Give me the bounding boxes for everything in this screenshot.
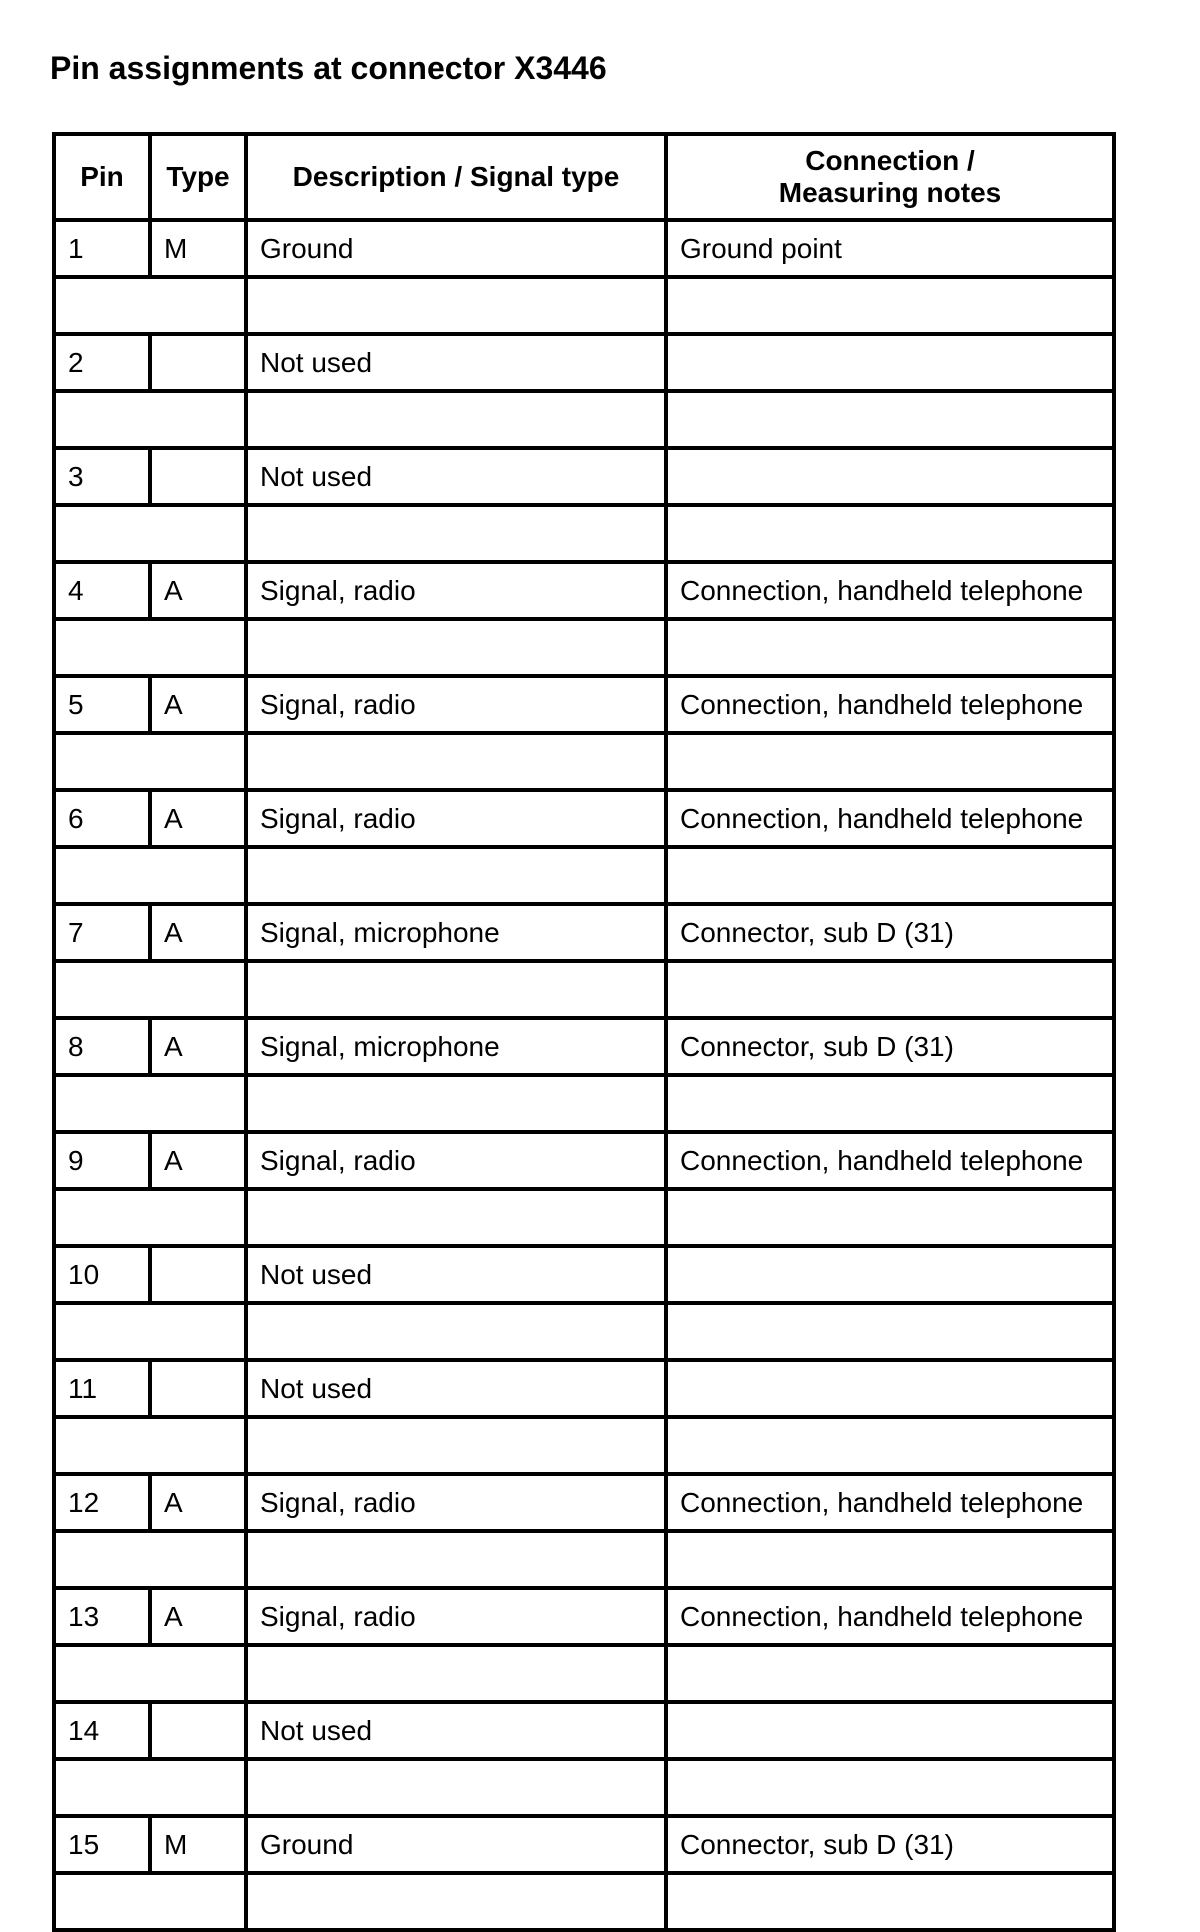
header-type: Type [150,134,246,220]
spacer-cell [246,619,666,676]
spacer-cell [666,1075,1114,1132]
cell-description: Not used [246,1702,666,1759]
table-row [54,220,1114,277]
cell-connection [666,1702,1114,1759]
spacer-cell [246,1417,666,1474]
cell-type: A [150,1018,246,1075]
table-body [54,220,1114,1930]
cell-connection: Connection, handheld telephone [666,562,1114,619]
spacer-cell [54,847,246,904]
table-row [54,334,1114,391]
cell-type: A [150,790,246,847]
table-row [54,1588,1114,1645]
cell-pin: 1 [54,220,150,277]
spacer-cell [666,1303,1114,1360]
cell-description: Not used [246,1360,666,1417]
spacer-cell [666,1759,1114,1816]
cell-connection: Connector, sub D (31) [666,1018,1114,1075]
cell-connection: Connector, sub D (31) [666,1816,1114,1873]
spacer-cell [246,505,666,562]
spacer-cell [666,1189,1114,1246]
spacer-row [54,733,1114,790]
spacer-cell [666,1645,1114,1702]
cell-type: A [150,1588,246,1645]
cell-connection: Connection, handheld telephone [666,1588,1114,1645]
spacer-cell [246,391,666,448]
cell-type [150,1360,246,1417]
cell-description: Signal, radio [246,676,666,733]
header-description: Description / Signal type [246,134,666,220]
spacer-cell [54,1075,246,1132]
cell-description: Not used [246,1246,666,1303]
spacer-cell [54,277,246,334]
cell-connection: Connection, handheld telephone [666,790,1114,847]
spacer-row [54,505,1114,562]
spacer-cell [246,1645,666,1702]
table-row [54,1702,1114,1759]
cell-type: A [150,562,246,619]
cell-description: Signal, microphone [246,1018,666,1075]
spacer-row [54,1531,1114,1588]
spacer-cell [246,277,666,334]
cell-pin: 8 [54,1018,150,1075]
spacer-cell [246,1189,666,1246]
spacer-cell [666,1417,1114,1474]
table-header [54,134,1114,220]
cell-connection: Connector, sub D (31) [666,904,1114,961]
spacer-cell [54,961,246,1018]
spacer-cell [666,961,1114,1018]
cell-type: M [150,220,246,277]
cell-description: Not used [246,448,666,505]
cell-connection [666,448,1114,505]
cell-pin: 6 [54,790,150,847]
header-pin: Pin [54,134,150,220]
cell-connection [666,334,1114,391]
cell-pin: 10 [54,1246,150,1303]
spacer-cell [54,1303,246,1360]
cell-description: Signal, microphone [246,904,666,961]
spacer-row [54,391,1114,448]
cell-description: Ground [246,220,666,277]
page-title: Pin assignments at connector X3446 [50,50,607,86]
spacer-cell [54,391,246,448]
cell-pin: 15 [54,1816,150,1873]
spacer-row [54,1189,1114,1246]
table-row [54,1132,1114,1189]
spacer-cell [666,277,1114,334]
spacer-row [54,1417,1114,1474]
cell-description: Signal, radio [246,790,666,847]
cell-pin: 11 [54,1360,150,1417]
cell-type [150,1702,246,1759]
cell-type: A [150,676,246,733]
table-row [54,448,1114,505]
pin-assignment-table [52,132,1116,1932]
cell-connection: Connection, handheld telephone [666,1132,1114,1189]
cell-description: Ground [246,1816,666,1873]
spacer-cell [246,847,666,904]
cell-pin: 4 [54,562,150,619]
spacer-row [54,1873,1114,1930]
spacer-cell [246,733,666,790]
cell-pin: 9 [54,1132,150,1189]
spacer-cell [54,505,246,562]
spacer-cell [246,1075,666,1132]
cell-type [150,334,246,391]
spacer-row [54,1759,1114,1816]
spacer-cell [54,619,246,676]
table-row [54,1360,1114,1417]
spacer-row [54,961,1114,1018]
spacer-cell [54,1645,246,1702]
cell-pin: 3 [54,448,150,505]
cell-pin: 7 [54,904,150,961]
spacer-cell [54,1531,246,1588]
table-row [54,1246,1114,1303]
spacer-cell [666,619,1114,676]
spacer-row [54,1645,1114,1702]
spacer-row [54,847,1114,904]
table-row [54,562,1114,619]
spacer-row [54,1075,1114,1132]
spacer-cell [246,1531,666,1588]
table-row [54,1018,1114,1075]
header-row [54,134,1114,220]
spacer-cell [54,1417,246,1474]
header-connection [666,134,1114,220]
cell-description: Signal, radio [246,562,666,619]
cell-description: Signal, radio [246,1474,666,1531]
spacer-cell [666,847,1114,904]
spacer-cell [666,505,1114,562]
table-row [54,676,1114,733]
spacer-cell [54,1873,246,1930]
table-row [54,790,1114,847]
spacer-cell [246,961,666,1018]
cell-pin: 13 [54,1588,150,1645]
header-connection-line1: Connection / [805,145,975,176]
cell-pin: 5 [54,676,150,733]
cell-connection [666,1246,1114,1303]
spacer-row [54,277,1114,334]
cell-connection [666,1360,1114,1417]
cell-type: A [150,904,246,961]
table-row [54,1816,1114,1873]
cell-type [150,448,246,505]
table-row [54,1474,1114,1531]
spacer-cell [246,1303,666,1360]
cell-description: Not used [246,334,666,391]
spacer-cell [54,733,246,790]
header-connection-line2: Measuring notes [778,177,1002,208]
cell-type [150,1246,246,1303]
spacer-cell [246,1873,666,1930]
spacer-cell [666,391,1114,448]
cell-description: Signal, radio [246,1132,666,1189]
cell-pin: 12 [54,1474,150,1531]
spacer-cell [54,1189,246,1246]
spacer-cell [666,1531,1114,1588]
spacer-cell [666,1873,1114,1930]
spacer-cell [54,1759,246,1816]
spacer-row [54,1303,1114,1360]
cell-connection: Ground point [666,220,1114,277]
spacer-row [54,619,1114,676]
cell-connection: Connection, handheld telephone [666,1474,1114,1531]
cell-description: Signal, radio [246,1588,666,1645]
cell-type: A [150,1474,246,1531]
cell-pin: 2 [54,334,150,391]
cell-type: A [150,1132,246,1189]
table-row [54,904,1114,961]
cell-type: M [150,1816,246,1873]
spacer-cell [666,733,1114,790]
cell-connection: Connection, handheld telephone [666,676,1114,733]
cell-pin: 14 [54,1702,150,1759]
spacer-cell [246,1759,666,1816]
